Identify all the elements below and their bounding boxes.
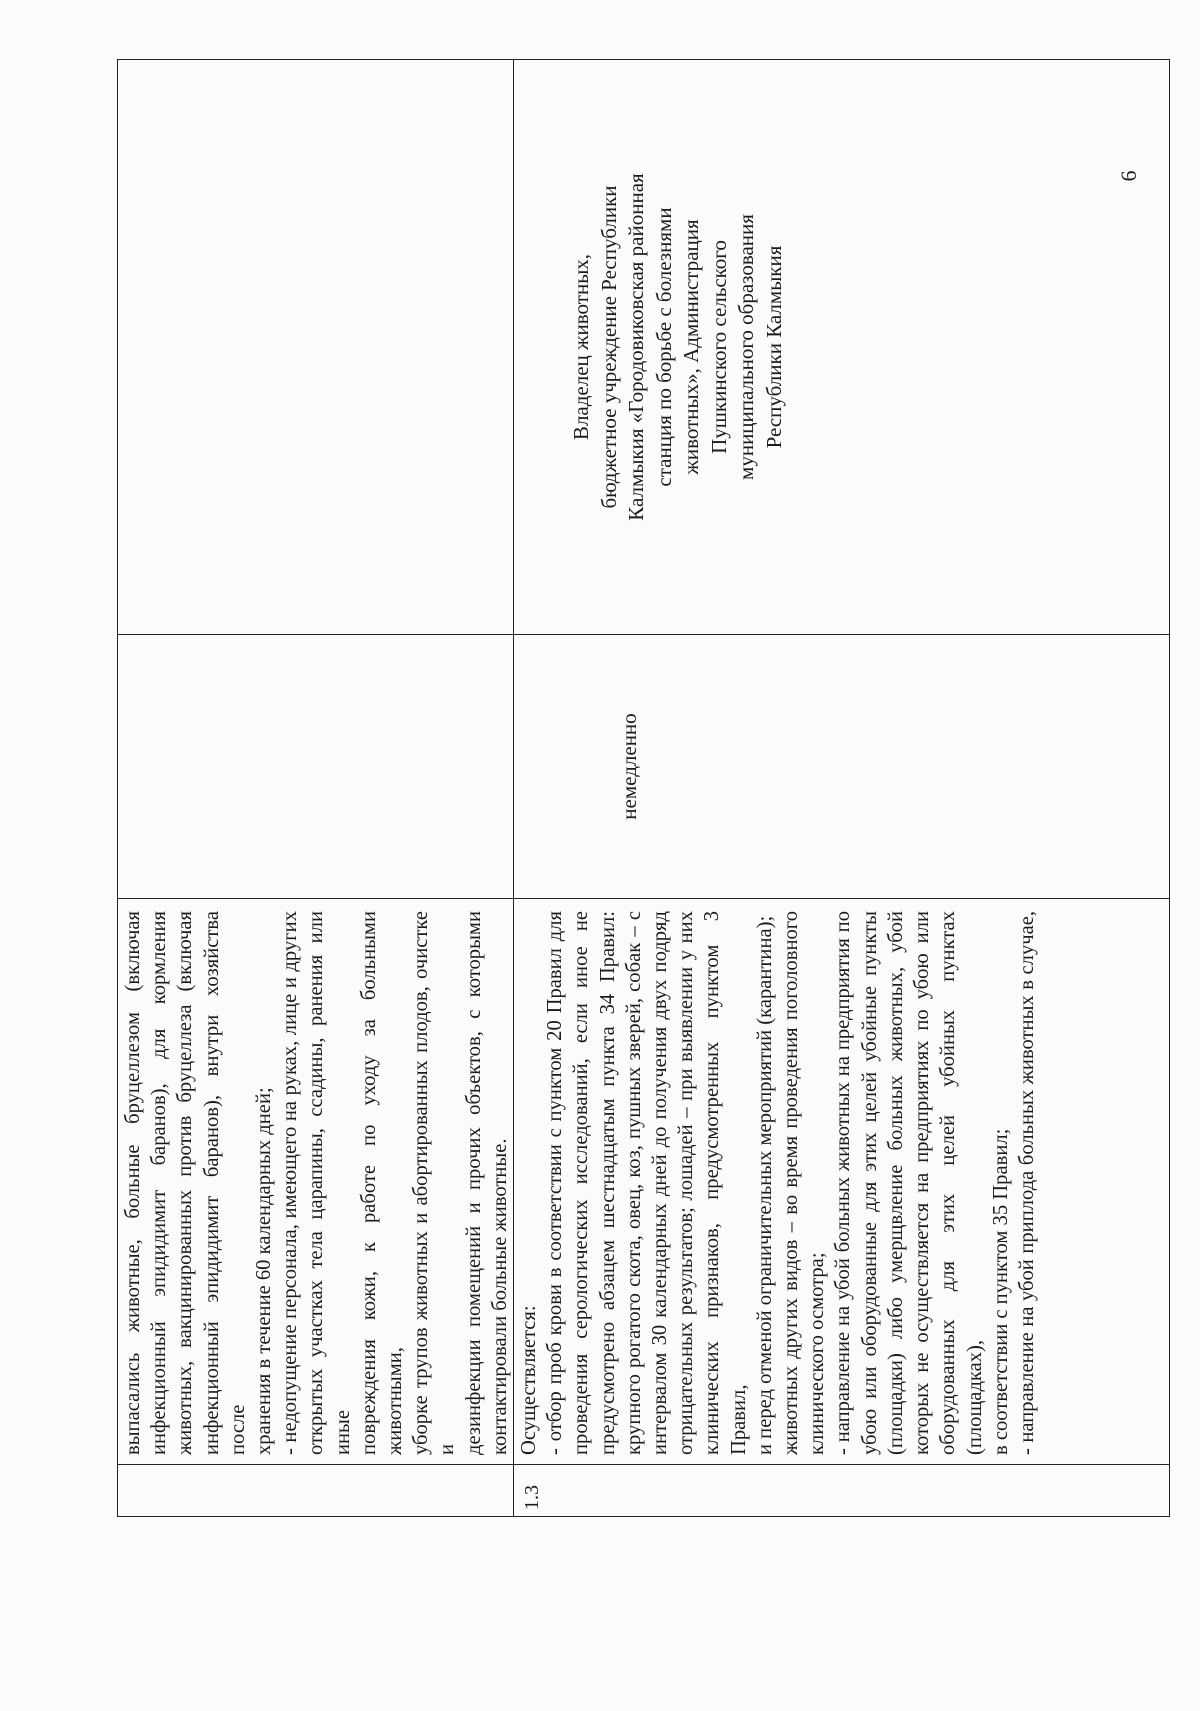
measure-description-cell — [514, 899, 1170, 1465]
table-row-continuation — [118, 60, 514, 1517]
text-line: предусмотрено абзацем шестнадцатым пункта 34 Правил: — [596, 911, 619, 1455]
text-line: открытых участках тела царапины, ссадины, ранения или иные — [305, 911, 354, 1455]
page-number: 6 — [1116, 170, 1141, 182]
text-line: оборудованных для этих целей убойных пунктах (площадках), — [937, 911, 986, 1455]
text-line: крупного рогатого скота, овец, коз, пушных зверей, собак – с — [622, 911, 645, 1455]
measure-description-cell — [118, 899, 514, 1465]
text-line: интервалом 30 календарных дней до получения двух подряд — [649, 911, 672, 1455]
text-line: - отбор проб крови в соответствии с пунктом 20 Правил для — [544, 911, 567, 1455]
text-line: уборке трупов животных и абортированных плодов, очистке и — [410, 911, 459, 1455]
text-line: отрицательных результатов; лошадей – при выявлении у них — [675, 911, 698, 1455]
text-line: Осуществляется: — [518, 1305, 541, 1455]
term-cell: немедленно — [514, 635, 1170, 899]
table-row-1-3 — [514, 60, 1170, 1517]
text-line: убою или оборудованные для этих целей убойные пункты — [858, 911, 881, 1455]
text-line: выпасались животные, больные бруцеллезом (включая — [122, 911, 144, 1455]
text-line: - недопущение персонала, имеющего на руках, лице и других — [279, 911, 302, 1455]
text-line: которых не осуществляется на предприятиях по убою или — [911, 911, 934, 1455]
text-line: инфекционный эпидидимит баранов), для кормления — [148, 911, 171, 1455]
text-line: клинических признаков, предусмотренных пунктом 3 Правил, — [701, 911, 750, 1455]
measure-description — [118, 899, 513, 1464]
text-line: хранения в течение 60 календарных дней; — [253, 1087, 276, 1455]
text-line: животных, вакцинированных против бруцеллеза (включая — [174, 911, 197, 1455]
text-line: дезинфекции помещений и прочих объектов, с которыми — [462, 911, 485, 1455]
text-line: (площадки) либо умерщвление больных животных, убой — [884, 911, 907, 1455]
text-line: клинического осмотра; — [806, 1252, 829, 1455]
measure-description — [514, 899, 1040, 1464]
text-line: и перед отменой ограничительных мероприятий (карантина); — [753, 915, 776, 1455]
responsible-cell — [118, 60, 514, 635]
text-line: проведения серологических исследований, если иное не — [570, 911, 593, 1455]
term-cell — [118, 635, 514, 899]
text-line: животных других видов – во время проведения поголовного — [780, 911, 803, 1455]
text-line: контактировали больные животные. — [488, 1138, 511, 1455]
measures-table — [117, 59, 1170, 1517]
text-line: инфекционный эпидидимит баранов), внутри хозяйства после — [200, 911, 249, 1455]
text-line: повреждения кожи, к работе по уходу за больными животными, — [357, 911, 407, 1455]
text-line: в соответствии с пунктом 35 Правил; — [989, 1128, 1012, 1455]
text-line: - направление на убой приплода больных животных в случае, — [1015, 911, 1038, 1455]
text-line: - направление на убой больных животных на предприятия по — [832, 911, 855, 1455]
item-number-cell: 1.3 — [514, 1465, 1170, 1517]
item-number-cell — [118, 1465, 514, 1517]
responsible-cell: Владелец животных, бюджетное учреждение Республики Калмыкия «Городовиковская районная станция по борьбе с болезнями животных», Администрация Пушкинского сельского муниципального образования Республики Калмыкия — [514, 60, 1170, 635]
